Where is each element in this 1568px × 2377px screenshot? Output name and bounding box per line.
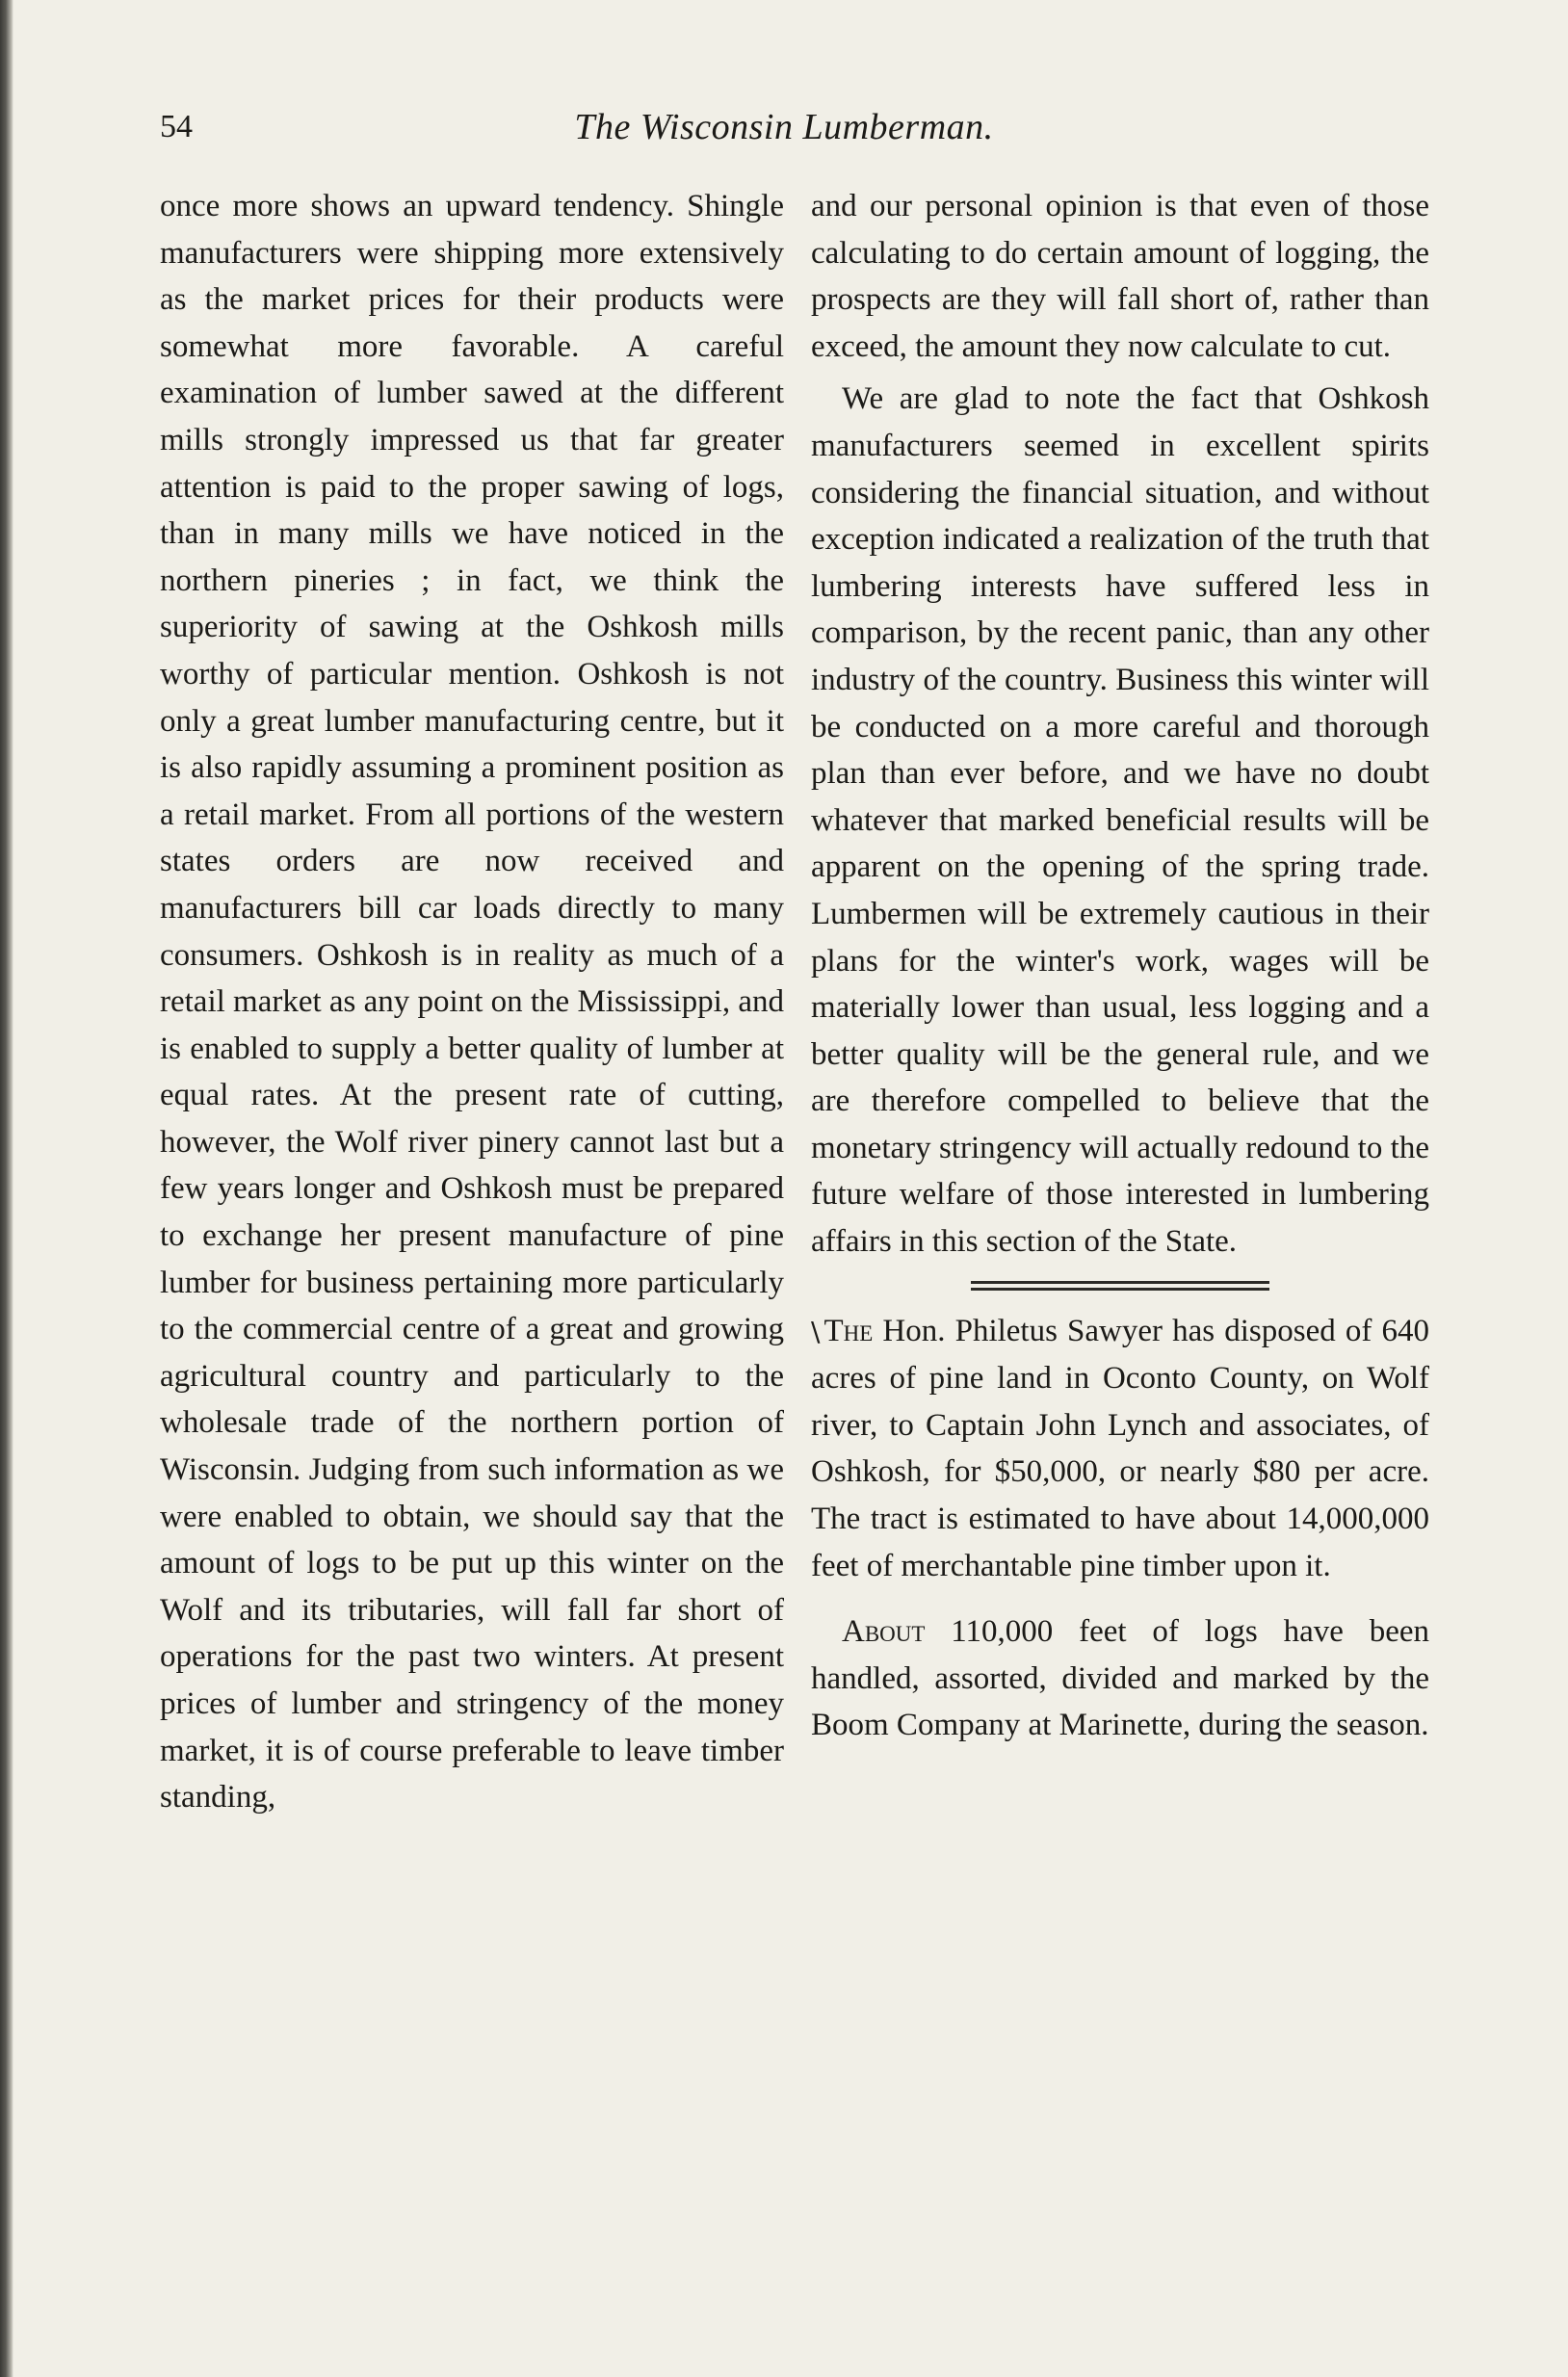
news-item-sawyer-body: Hon. Philetus Sawyer has disposed of 640 acres of pine land in Oconto County, on Wolf river, to Captain John Lynch and associates, of Oshkosh, for $50,000, or nearly $80 per acre. The tract is estimated to have about 14,000,000 feet of merchantable pine timber upon it. (811, 1313, 1429, 1583)
news-item-sawyer (811, 1308, 1429, 1590)
news-item-marinette-lead: About (842, 1614, 926, 1650)
section-divider-double-rule (811, 1279, 1429, 1293)
page-number: 54 (160, 109, 193, 144)
divider-rule-top (971, 1281, 1269, 1284)
right-column-continuation: and our personal opinion is that even of those calculating to do certain amount of logging, the prospects are they will fall short of, rather than exceed, the amount they now calculate to cut. (811, 189, 1429, 364)
news-item-marinette (811, 1608, 1429, 1749)
page-spine-edge (0, 0, 13, 2377)
news-item-marinette-body: 110,000 feet of logs have been handled, assorted, divided and marked by the Boom Company at Marinette, during the season. (811, 1614, 1429, 1743)
right-column-paragraph-2: We are glad to note the fact that Oshkosh manufacturers seemed in excellent spirits considering the financial situation, and without exception indicated a realization of the truth that lumbering interests have suffered less in comparison, by the recent panic, than any other industry of the country. Business this winter will be conducted on a more careful and thorough plan than ever before, and we have no doubt whatever that marked beneficial results will be apparent on the opening of the spring trade. Lumbermen will be extremely cautious in their plans for the winter's work, wages will be materially lower than usual, less logging and a better quality will be the general rule, and we are therefore compelled to believe that the monetary stringency will actually redound to the future welfare of those interested in lumbering affairs in this section of the State. (811, 381, 1429, 1260)
running-head-title: The Wisconsin Lumberman. (574, 107, 994, 147)
right-column (811, 183, 1429, 1749)
left-column (160, 183, 784, 1821)
left-column-paragraph: once more shows an upward tendency. Shingle manufacturers were shipping more extensively as the market prices for their products were somewhat more favorable. A careful examination of lumber sawed at the different mills strongly impressed us that far greater attention is paid to the proper sawing of logs, than in many mills we have noticed in the northern pineries ; in fact, we think the superiority of sawing at the Oshkosh mills worthy of particular mention. Oshkosh is not only a great lumber manufacturing centre, but it is also rapidly assuming a prominent position as a retail market. From all portions of the western states orders are now received and manufacturers bill car loads directly to many consumers. Oshkosh is in reality as much of a retail market as any point on the Mississippi, and is enabled to supply a better quality of lumber at equal rates. At the present rate of cutting, however, the Wolf river pinery cannot last but a few years longer and Oshkosh must be prepared to exchange her present manufacture of pine lumber for business pertaining more particularly to the commercial centre of a great and growing agricultural country and particularly to the wholesale trade of the northern portion of Wisconsin. Judging from such information as we were enabled to obtain, we should say that the amount of logs to be put up this winter on the Wolf and its tributaries, will fall far short of operations for the past two winters. At present prices of lumber and stringency of the money market, it is of course preferable to leave timber standing, (160, 189, 784, 1815)
news-item-sawyer-lead: The (823, 1313, 874, 1348)
margin-check-mark: \ (811, 1315, 821, 1347)
divider-rule-bottom (971, 1288, 1269, 1291)
